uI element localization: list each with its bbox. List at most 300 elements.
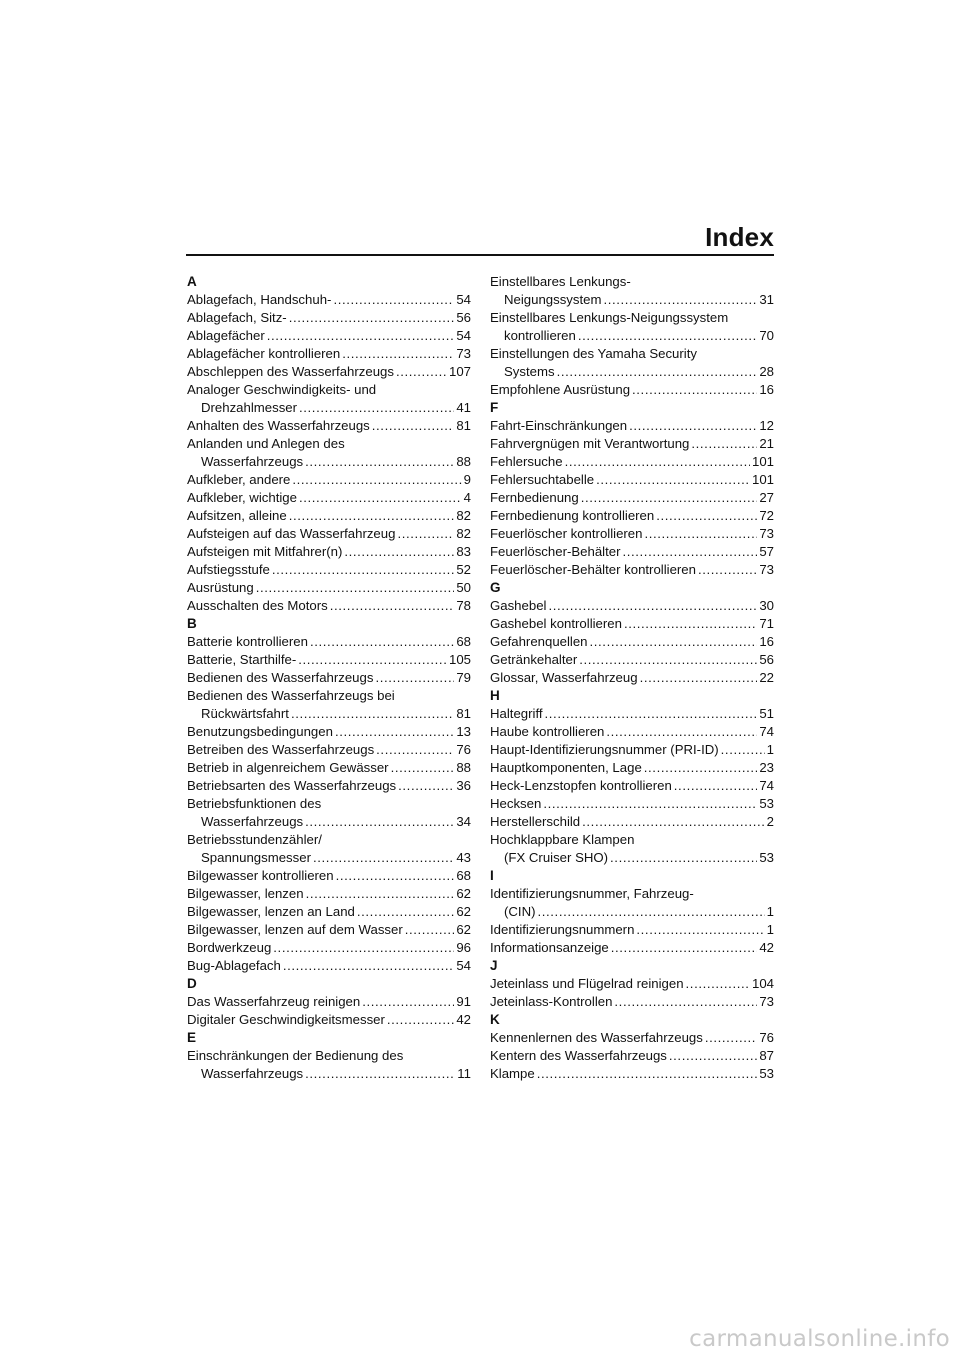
dot-leader <box>375 669 454 687</box>
entry-text: Anlanden und Anlegen des <box>187 436 345 451</box>
index-entry <box>490 615 774 633</box>
entry-text: Einschränkungen der Bedienung des <box>187 1048 404 1063</box>
entry-text: Ablagefächer <box>187 328 265 343</box>
entry-text: Empfohlene Ausrüstung <box>490 382 631 397</box>
letter-label: F <box>490 400 499 415</box>
index-entry <box>490 921 774 939</box>
dot-leader <box>292 471 461 489</box>
entry-text: Haupt-Identifizierungsnummer (PRI-ID) <box>490 742 719 757</box>
dot-leader <box>256 579 455 597</box>
entry-page-number: 43 <box>456 850 471 865</box>
entry-page-number: 42 <box>456 1012 471 1027</box>
index-entry-text-line <box>490 885 774 903</box>
entry-page-number: 11 <box>457 1066 471 1081</box>
entry-text: Gashebel <box>490 598 547 613</box>
dot-leader <box>578 327 757 345</box>
dot-leader <box>405 921 455 939</box>
dot-leader <box>387 1011 454 1029</box>
dot-leader <box>691 435 757 453</box>
index-entry <box>187 633 471 651</box>
entry-page-number: 91 <box>456 994 471 1009</box>
entry-page-number: 51 <box>759 706 774 721</box>
index-entry-text-line <box>187 381 471 399</box>
entry-page-number: 79 <box>456 670 471 685</box>
dot-leader <box>705 1029 757 1047</box>
dot-leader <box>606 723 757 741</box>
dot-leader <box>538 903 765 921</box>
entry-page-number: 57 <box>759 544 774 559</box>
dot-leader <box>622 543 757 561</box>
index-entry <box>490 363 774 381</box>
index-entry-text-line <box>187 687 471 705</box>
entry-page-number: 30 <box>759 598 774 613</box>
entry-page-number: 101 <box>751 454 774 469</box>
entry-page-number: 70 <box>759 328 774 343</box>
index-entry <box>187 561 471 579</box>
entry-page-number: 73 <box>456 346 471 361</box>
dot-leader <box>336 867 455 885</box>
entry-text: Bedienen des Wasserfahrzeugs <box>187 670 374 685</box>
entry-text: Gefahrenquellen <box>490 634 588 649</box>
index-entry-text-line <box>490 273 774 291</box>
index-entry <box>490 435 774 453</box>
letter-label: G <box>490 580 501 595</box>
dot-leader <box>372 417 455 435</box>
dot-leader <box>267 327 455 345</box>
entry-text: Betrieb in algenreichem Gewässer <box>187 760 389 775</box>
dot-leader <box>557 363 758 381</box>
entry-text: Betreiben des Wasserfahrzeugs <box>187 742 375 757</box>
index-entry <box>187 867 471 885</box>
entry-text: Einstellbares Lenkungs-Neigungssystem <box>490 310 729 325</box>
entry-text: Aufstiegsstufe <box>187 562 270 577</box>
dot-leader <box>344 543 454 561</box>
entry-text: Fehlersuche <box>490 454 563 469</box>
index-letter-heading <box>187 1029 471 1047</box>
entry-page-number: 4 <box>463 490 471 505</box>
index-entry <box>187 705 471 723</box>
entry-page-number: 74 <box>759 724 774 739</box>
entry-text: Wasserfahrzeugs <box>201 1066 304 1081</box>
index-entry <box>490 975 774 993</box>
entry-page-number: 73 <box>759 526 774 541</box>
entry-page-number: 1 <box>766 742 774 757</box>
dot-leader <box>545 705 758 723</box>
entry-page-number: 62 <box>456 922 471 937</box>
dot-leader <box>610 849 757 867</box>
watermark: carmanualsonline.info <box>689 1326 950 1352</box>
index-entry <box>187 993 471 1011</box>
entry-page-number: 54 <box>456 292 471 307</box>
index-letter-heading <box>187 975 471 993</box>
letter-label: A <box>187 274 197 289</box>
dot-leader <box>579 651 757 669</box>
index-entry <box>490 939 774 957</box>
entry-page-number: 52 <box>456 562 471 577</box>
index-entry <box>490 1047 774 1065</box>
index-entry <box>187 525 471 543</box>
entry-text: (CIN) <box>504 904 536 919</box>
entry-page-number: 88 <box>456 760 471 775</box>
entry-text: Fahrt-Einschränkungen <box>490 418 628 433</box>
index-entry <box>187 471 471 489</box>
entry-page-number: 76 <box>759 1030 774 1045</box>
dot-leader <box>391 759 455 777</box>
page-header <box>186 222 774 256</box>
entry-text: Drehzahlmesser <box>201 400 298 415</box>
entry-text: Herstellerschild <box>490 814 581 829</box>
dot-leader <box>298 651 447 669</box>
entry-text: Betriebsfunktionen des <box>187 796 322 811</box>
dot-leader <box>644 525 757 543</box>
entry-page-number: 71 <box>759 616 774 631</box>
dot-leader <box>686 975 750 993</box>
entry-page-number: 12 <box>759 418 774 433</box>
dot-leader <box>698 561 757 579</box>
index-entry <box>187 327 471 345</box>
dot-leader <box>398 777 454 795</box>
entry-page-number: 34 <box>456 814 471 829</box>
entry-text: Haube kontrollieren <box>490 724 605 739</box>
index-entry <box>187 363 471 381</box>
index-letter-heading <box>490 687 774 705</box>
dot-leader <box>333 291 454 309</box>
entry-page-number: 73 <box>759 562 774 577</box>
index-entry <box>187 939 471 957</box>
dot-leader <box>674 777 758 795</box>
entry-text: Aufsteigen mit Mitfahrer(n) <box>187 544 343 559</box>
index-entry <box>490 489 774 507</box>
dot-leader <box>376 741 454 759</box>
entry-page-number: 1 <box>766 922 774 937</box>
entry-page-number: 83 <box>456 544 471 559</box>
index-entry <box>187 849 471 867</box>
entry-text: Aufkleber, wichtige <box>187 490 297 505</box>
index-letter-heading <box>490 867 774 885</box>
dot-leader <box>289 309 455 327</box>
entry-text: Digitaler Geschwindigkeitsmesser <box>187 1012 385 1027</box>
entry-page-number: 81 <box>456 418 471 433</box>
title-rule <box>186 254 774 256</box>
index-entry <box>187 507 471 525</box>
dot-leader <box>636 921 764 939</box>
entry-page-number: 56 <box>456 310 471 325</box>
entry-text: Das Wasserfahrzeug reinigen <box>187 994 361 1009</box>
entry-text: Ablagefach, Handschuh- <box>187 292 332 307</box>
entry-text: Feuerlöscher-Behälter <box>490 544 621 559</box>
index-entry <box>187 345 471 363</box>
entry-text: Ausrüstung <box>187 580 254 595</box>
dot-leader <box>305 813 454 831</box>
entry-page-number: 27 <box>759 490 774 505</box>
dot-leader <box>590 633 758 651</box>
dot-leader <box>335 723 454 741</box>
letter-label: H <box>490 688 500 703</box>
dot-leader <box>603 291 757 309</box>
entry-text: Bilgewasser, lenzen an Land <box>187 904 355 919</box>
entry-text: Aufsitzen, alleine <box>187 508 287 523</box>
entry-page-number: 96 <box>456 940 471 955</box>
dot-leader <box>624 615 757 633</box>
dot-leader <box>596 471 750 489</box>
dot-leader <box>313 849 454 867</box>
entry-page-number: 68 <box>456 868 471 883</box>
entry-page-number: 13 <box>456 724 471 739</box>
index-entry <box>187 543 471 561</box>
entry-text: Gashebel kontrollieren <box>490 616 622 631</box>
dot-leader <box>299 399 454 417</box>
index-entry-text-line <box>490 831 774 849</box>
index-entry <box>187 651 471 669</box>
index-entry <box>187 579 471 597</box>
letter-label: I <box>490 868 494 883</box>
index-letter-heading <box>490 579 774 597</box>
dot-leader <box>582 813 765 831</box>
entry-text: Systems <box>504 364 555 379</box>
entry-text: Hecksen <box>490 796 542 811</box>
index-entry <box>490 651 774 669</box>
entry-text: Feuerlöscher-Behälter kontrollieren <box>490 562 696 577</box>
entry-text: Hauptkomponenten, Lage <box>490 760 642 775</box>
entry-text: Aufkleber, andere <box>187 472 291 487</box>
entry-text: Identifizierungsnummern <box>490 922 635 937</box>
entry-page-number: 16 <box>759 634 774 649</box>
index-entry <box>187 489 471 507</box>
letter-label: D <box>187 976 197 991</box>
entry-text: Einstellungen des Yamaha Security <box>490 346 697 361</box>
dot-leader <box>305 453 454 471</box>
index-letter-heading <box>187 273 471 291</box>
index-entry <box>490 795 774 813</box>
entry-text: Klampe <box>490 1066 535 1081</box>
entry-text: Getränkehalter <box>490 652 578 667</box>
index-entry <box>490 1065 774 1083</box>
index-column-left <box>187 273 471 1083</box>
index-entry <box>187 813 471 831</box>
dot-leader <box>640 669 758 687</box>
dot-leader <box>357 903 454 921</box>
dot-leader <box>283 957 454 975</box>
entry-page-number: 62 <box>456 886 471 901</box>
entry-page-number: 74 <box>759 778 774 793</box>
dot-leader <box>611 939 758 957</box>
entry-page-number: 9 <box>463 472 471 487</box>
entry-text: Spannungsmesser <box>201 850 311 865</box>
index-entry <box>187 957 471 975</box>
entry-page-number: 16 <box>759 382 774 397</box>
letter-label: K <box>490 1012 500 1027</box>
entry-page-number: 41 <box>456 400 471 415</box>
entry-text: Bug-Ablagefach <box>187 958 281 973</box>
index-entry <box>490 633 774 651</box>
index-letter-heading <box>490 399 774 417</box>
index-entry <box>490 417 774 435</box>
entry-page-number: 42 <box>759 940 774 955</box>
dot-leader <box>537 1065 758 1083</box>
index-entry <box>187 741 471 759</box>
entry-text: Analoger Geschwindigkeits- und <box>187 382 377 397</box>
index-entry <box>187 597 471 615</box>
dot-leader <box>306 885 455 903</box>
index-entry <box>490 561 774 579</box>
entry-page-number: 53 <box>759 1066 774 1081</box>
entry-page-number: 82 <box>456 526 471 541</box>
index-entry <box>490 543 774 561</box>
entry-page-number: 107 <box>448 364 471 379</box>
entry-page-number: 23 <box>759 760 774 775</box>
dot-leader <box>299 489 462 507</box>
dot-leader <box>396 363 447 381</box>
dot-leader <box>656 507 757 525</box>
index-entry <box>490 525 774 543</box>
index-entry <box>490 903 774 921</box>
entry-text: Batterie, Starthilfe- <box>187 652 297 667</box>
entry-page-number: 2 <box>766 814 774 829</box>
entry-page-number: 104 <box>751 976 774 991</box>
entry-page-number: 87 <box>759 1048 774 1063</box>
entry-text: Einstellbares Lenkungs- <box>490 274 631 289</box>
entry-text: Rückwärtsfahrt <box>201 706 289 721</box>
index-entry <box>490 381 774 399</box>
dot-leader <box>342 345 454 363</box>
entry-page-number: 28 <box>759 364 774 379</box>
index-entry <box>490 741 774 759</box>
entry-text: Benutzungsbedingungen <box>187 724 333 739</box>
entry-text: Fahrvergnügen mit Verantwortung <box>490 436 690 451</box>
dot-leader <box>543 795 757 813</box>
index-entry <box>187 399 471 417</box>
entry-text: (FX Cruiser SHO) <box>504 850 609 865</box>
entry-text: Betriebsstundenzähler/ <box>187 832 322 847</box>
dot-leader <box>721 741 765 759</box>
index-entry-text-line <box>490 345 774 363</box>
dot-leader <box>291 705 454 723</box>
index-entry <box>187 885 471 903</box>
dot-leader <box>305 1065 455 1083</box>
entry-text: Jeteinlass-Kontrollen <box>490 994 613 1009</box>
dot-leader <box>273 939 454 957</box>
entry-text: Aufsteigen auf das Wasserfahrzeug <box>187 526 396 541</box>
entry-text: Ablagefächer kontrollieren <box>187 346 341 361</box>
entry-text: Abschleppen des Wasserfahrzeugs <box>187 364 394 379</box>
entry-page-number: 31 <box>759 292 774 307</box>
index-entry <box>187 921 471 939</box>
entry-text: Anhalten des Wasserfahrzeugs <box>187 418 370 433</box>
entry-text: Bilgewasser, lenzen <box>187 886 304 901</box>
index-entry <box>187 759 471 777</box>
index-entry <box>490 1029 774 1047</box>
index-entry-text-line <box>187 435 471 453</box>
entry-text: Bedienen des Wasserfahrzeugs bei <box>187 688 395 703</box>
dot-leader <box>644 759 758 777</box>
index-letter-heading <box>490 1011 774 1029</box>
entry-text: Bilgewasser, lenzen auf dem Wasser <box>187 922 403 937</box>
entry-page-number: 54 <box>456 958 471 973</box>
entry-page-number: 22 <box>759 670 774 685</box>
index-entry <box>490 993 774 1011</box>
dot-leader <box>565 453 750 471</box>
letter-label: E <box>187 1030 197 1045</box>
index-entry <box>187 417 471 435</box>
entry-page-number: 101 <box>751 472 774 487</box>
index-entry <box>187 669 471 687</box>
entry-page-number: 21 <box>759 436 774 451</box>
dot-leader <box>362 993 454 1011</box>
entry-text: Batterie kontrollieren <box>187 634 308 649</box>
entry-text: Wasserfahrzeugs <box>201 814 304 829</box>
entry-page-number: 82 <box>456 508 471 523</box>
dot-leader <box>632 381 757 399</box>
dot-leader <box>289 507 455 525</box>
entry-text: Ablagefach, Sitz- <box>187 310 287 325</box>
dot-leader <box>272 561 454 579</box>
entry-text: Fehlersuchtabelle <box>490 472 595 487</box>
entry-page-number: 1 <box>766 904 774 919</box>
entry-page-number: 56 <box>759 652 774 667</box>
index-entry <box>490 669 774 687</box>
entry-text: Fernbedienung kontrollieren <box>490 508 655 523</box>
entry-text: Wasserfahrzeugs <box>201 454 304 469</box>
dot-leader <box>548 597 757 615</box>
entry-text: Hochklappbare Klampen <box>490 832 635 847</box>
entry-text: Jeteinlass und Flügelrad reinigen <box>490 976 684 991</box>
entry-page-number: 53 <box>759 796 774 811</box>
entry-page-number: 54 <box>456 328 471 343</box>
index-entry <box>187 903 471 921</box>
index-entry <box>490 849 774 867</box>
index-entry <box>490 759 774 777</box>
entry-page-number: 105 <box>448 652 471 667</box>
index-entry <box>490 327 774 345</box>
dot-leader <box>669 1047 757 1065</box>
entry-text: Identifizierungsnummer, Fahrzeug- <box>490 886 694 901</box>
entry-text: Informationsanzeige <box>490 940 609 955</box>
dot-leader <box>330 597 455 615</box>
index-entry <box>490 705 774 723</box>
entry-page-number: 88 <box>456 454 471 469</box>
entry-text: Haltegriff <box>490 706 543 721</box>
dot-leader <box>629 417 757 435</box>
dot-leader <box>397 525 454 543</box>
index-entry <box>490 813 774 831</box>
entry-page-number: 68 <box>456 634 471 649</box>
entry-text: Kennenlernen des Wasserfahrzeugs <box>490 1030 703 1045</box>
dot-leader <box>614 993 757 1011</box>
entry-text: Neigungssystem <box>504 292 602 307</box>
page-title: Index <box>705 222 774 252</box>
index-entry-text-line <box>187 795 471 813</box>
letter-label: J <box>490 958 498 973</box>
entry-page-number: 76 <box>456 742 471 757</box>
entry-text: Betriebsarten des Wasserfahrzeugs <box>187 778 397 793</box>
entry-page-number: 81 <box>456 706 471 721</box>
index-entry <box>187 291 471 309</box>
index-entry-text-line <box>490 309 774 327</box>
entry-text: kontrollieren <box>504 328 576 343</box>
entry-text: Heck-Lenzstopfen kontrollieren <box>490 778 672 793</box>
letter-label: B <box>187 616 197 631</box>
index-letter-heading <box>187 615 471 633</box>
index-entry <box>490 507 774 525</box>
index-entry <box>490 291 774 309</box>
entry-text: Fernbedienung <box>490 490 579 505</box>
index-entry <box>187 723 471 741</box>
entry-page-number: 50 <box>456 580 471 595</box>
index-entry <box>490 597 774 615</box>
index-entry <box>490 777 774 795</box>
dot-leader <box>581 489 758 507</box>
index-letter-heading <box>490 957 774 975</box>
